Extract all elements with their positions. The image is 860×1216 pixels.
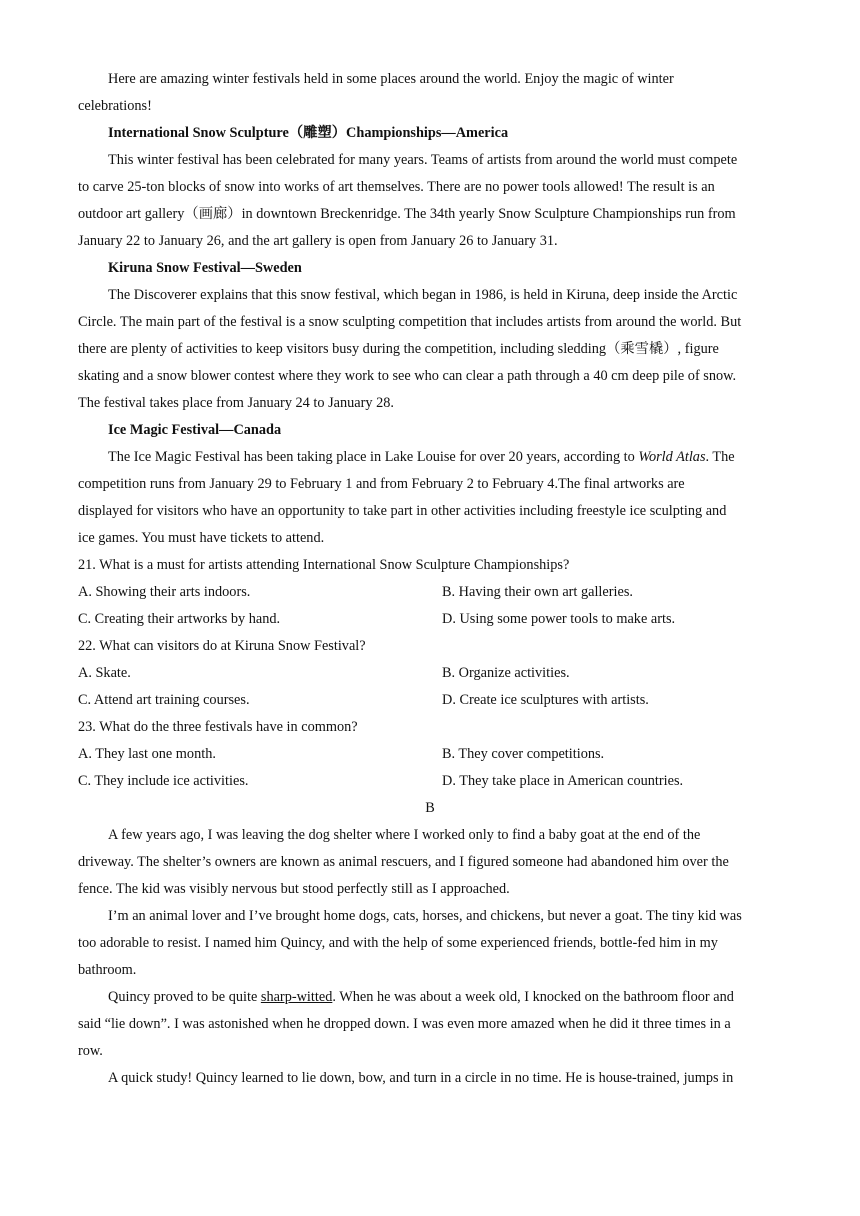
paragraph-line <box>78 984 782 1011</box>
section-label: B <box>425 800 435 816</box>
paragraph-line: outdoor art gallery（画廊）in downtown Breckenridge. The 34th yearly Snow Sculpture Championships run from <box>78 206 736 222</box>
intro-line: celebrations! <box>78 98 152 114</box>
option-row <box>78 687 782 714</box>
paragraph-line: This winter festival has been celebrated for many years. Teams of artists from around the world must compete <box>108 152 738 168</box>
festival-heading-sweden: Kiruna Snow Festival—Sweden <box>108 260 302 276</box>
option-d: D. They take place in American countries. <box>442 773 684 789</box>
paragraph-line: January 22 to January 26, and the art gallery is open from January 26 to January 31. <box>78 233 558 249</box>
intro-line: Here are amazing winter festivals held in some places around the world. Enjoy the magic of winter <box>108 71 674 87</box>
paragraph-line: too adorable to resist. I named him Quincy, and with the help of some experienced friends, bottle-fed him in my <box>78 935 718 951</box>
paragraph-line: driveway. The shelter’s owners are known as animal rescuers, and I figured someone had abandoned him over the <box>78 854 729 870</box>
paragraph-line: I’m an animal lover and I’ve brought home dogs, cats, horses, and chickens, but never a goat. The tiny kid was <box>108 908 742 924</box>
festival-heading-canada: Ice Magic Festival—Canada <box>108 422 282 438</box>
text-span: Quincy proved to be quite <box>108 989 261 1005</box>
option-b: B. They cover competitions. <box>442 746 605 762</box>
paragraph-line: A few years ago, I was leaving the dog shelter where I worked only to find a baby goat at the end of the <box>108 827 701 843</box>
paragraph-line: to carve 25-ton blocks of snow into works of art themselves. There are no power tools allowed! The result is an <box>78 179 715 195</box>
paragraph-line: displayed for visitors who have an opportunity to take part in other activities including freestyle ice sculpting and <box>78 503 727 519</box>
option-row <box>78 660 782 687</box>
option-a: A. They last one month. <box>78 746 216 762</box>
text-span: . When he was about a week old, I knocked on the bathroom floor and <box>332 989 734 1005</box>
option-d: D. Using some power tools to make arts. <box>442 611 676 627</box>
paragraph-line: The Discoverer explains that this snow festival, which began in 1986, is held in Kiruna, deep inside the Arctic <box>108 287 738 303</box>
paragraph-line: Circle. The main part of the festival is a snow sculpting competition that includes artists from around the world. But <box>78 314 742 330</box>
paragraph-line <box>78 444 782 471</box>
underlined-word: sharp-witted <box>260 989 333 1005</box>
question-stem: 23. What do the three festivals have in common? <box>78 719 358 735</box>
paragraph-line: skating and a snow blower contest where they work to see who can clear a path through a 40 cm deep pile of snow. <box>78 368 737 384</box>
option-a: A. Showing their arts indoors. <box>78 584 251 600</box>
paragraph-line: there are plenty of activities to keep visitors busy during the competition, including sledding（乘雪橇）, figure <box>78 341 719 357</box>
option-b: B. Having their own art galleries. <box>442 584 633 600</box>
paragraph-line: said “lie down”. I was astonished when he dropped down. I was even more amazed when he did it three times in a <box>78 1016 731 1032</box>
option-row <box>78 579 782 606</box>
paragraph-line: A quick study! Quincy learned to lie down, bow, and turn in a circle in no time. He is house-trained, jumps in <box>108 1070 734 1086</box>
question-stem: 21. What is a must for artists attending International Snow Sculpture Championships? <box>78 557 570 573</box>
text-span: The Ice Magic Festival has been taking place in Lake Louise for over 20 years, according to <box>108 449 639 465</box>
option-row <box>78 768 782 795</box>
option-d: D. Create ice sculptures with artists. <box>442 692 649 708</box>
text-span: . The <box>705 449 735 465</box>
option-row <box>78 606 782 633</box>
festival-heading-america: International Snow Sculpture（雕塑）Championships—America <box>108 125 509 141</box>
paragraph-line: ice games. You must have tickets to attend. <box>78 530 325 546</box>
option-c: C. Creating their artworks by hand. <box>78 611 281 627</box>
question-stem: 22. What can visitors do at Kiruna Snow Festival? <box>78 638 366 654</box>
paragraph-line: competition runs from January 29 to February 1 and from February 2 to February 4.The final artworks are <box>78 476 685 492</box>
option-row <box>78 741 782 768</box>
option-a: A. Skate. <box>78 665 131 681</box>
option-b: B. Organize activities. <box>442 665 570 681</box>
source-title: World Atlas <box>638 449 706 465</box>
paragraph-line: bathroom. <box>78 962 137 978</box>
option-c: C. They include ice activities. <box>78 773 249 789</box>
paragraph-line: The festival takes place from January 24 to January 28. <box>78 395 395 411</box>
paragraph-line: fence. The kid was visibly nervous but stood perfectly still as I approached. <box>78 881 510 897</box>
option-c: C. Attend art training courses. <box>78 692 250 708</box>
paragraph-line: row. <box>78 1043 103 1059</box>
